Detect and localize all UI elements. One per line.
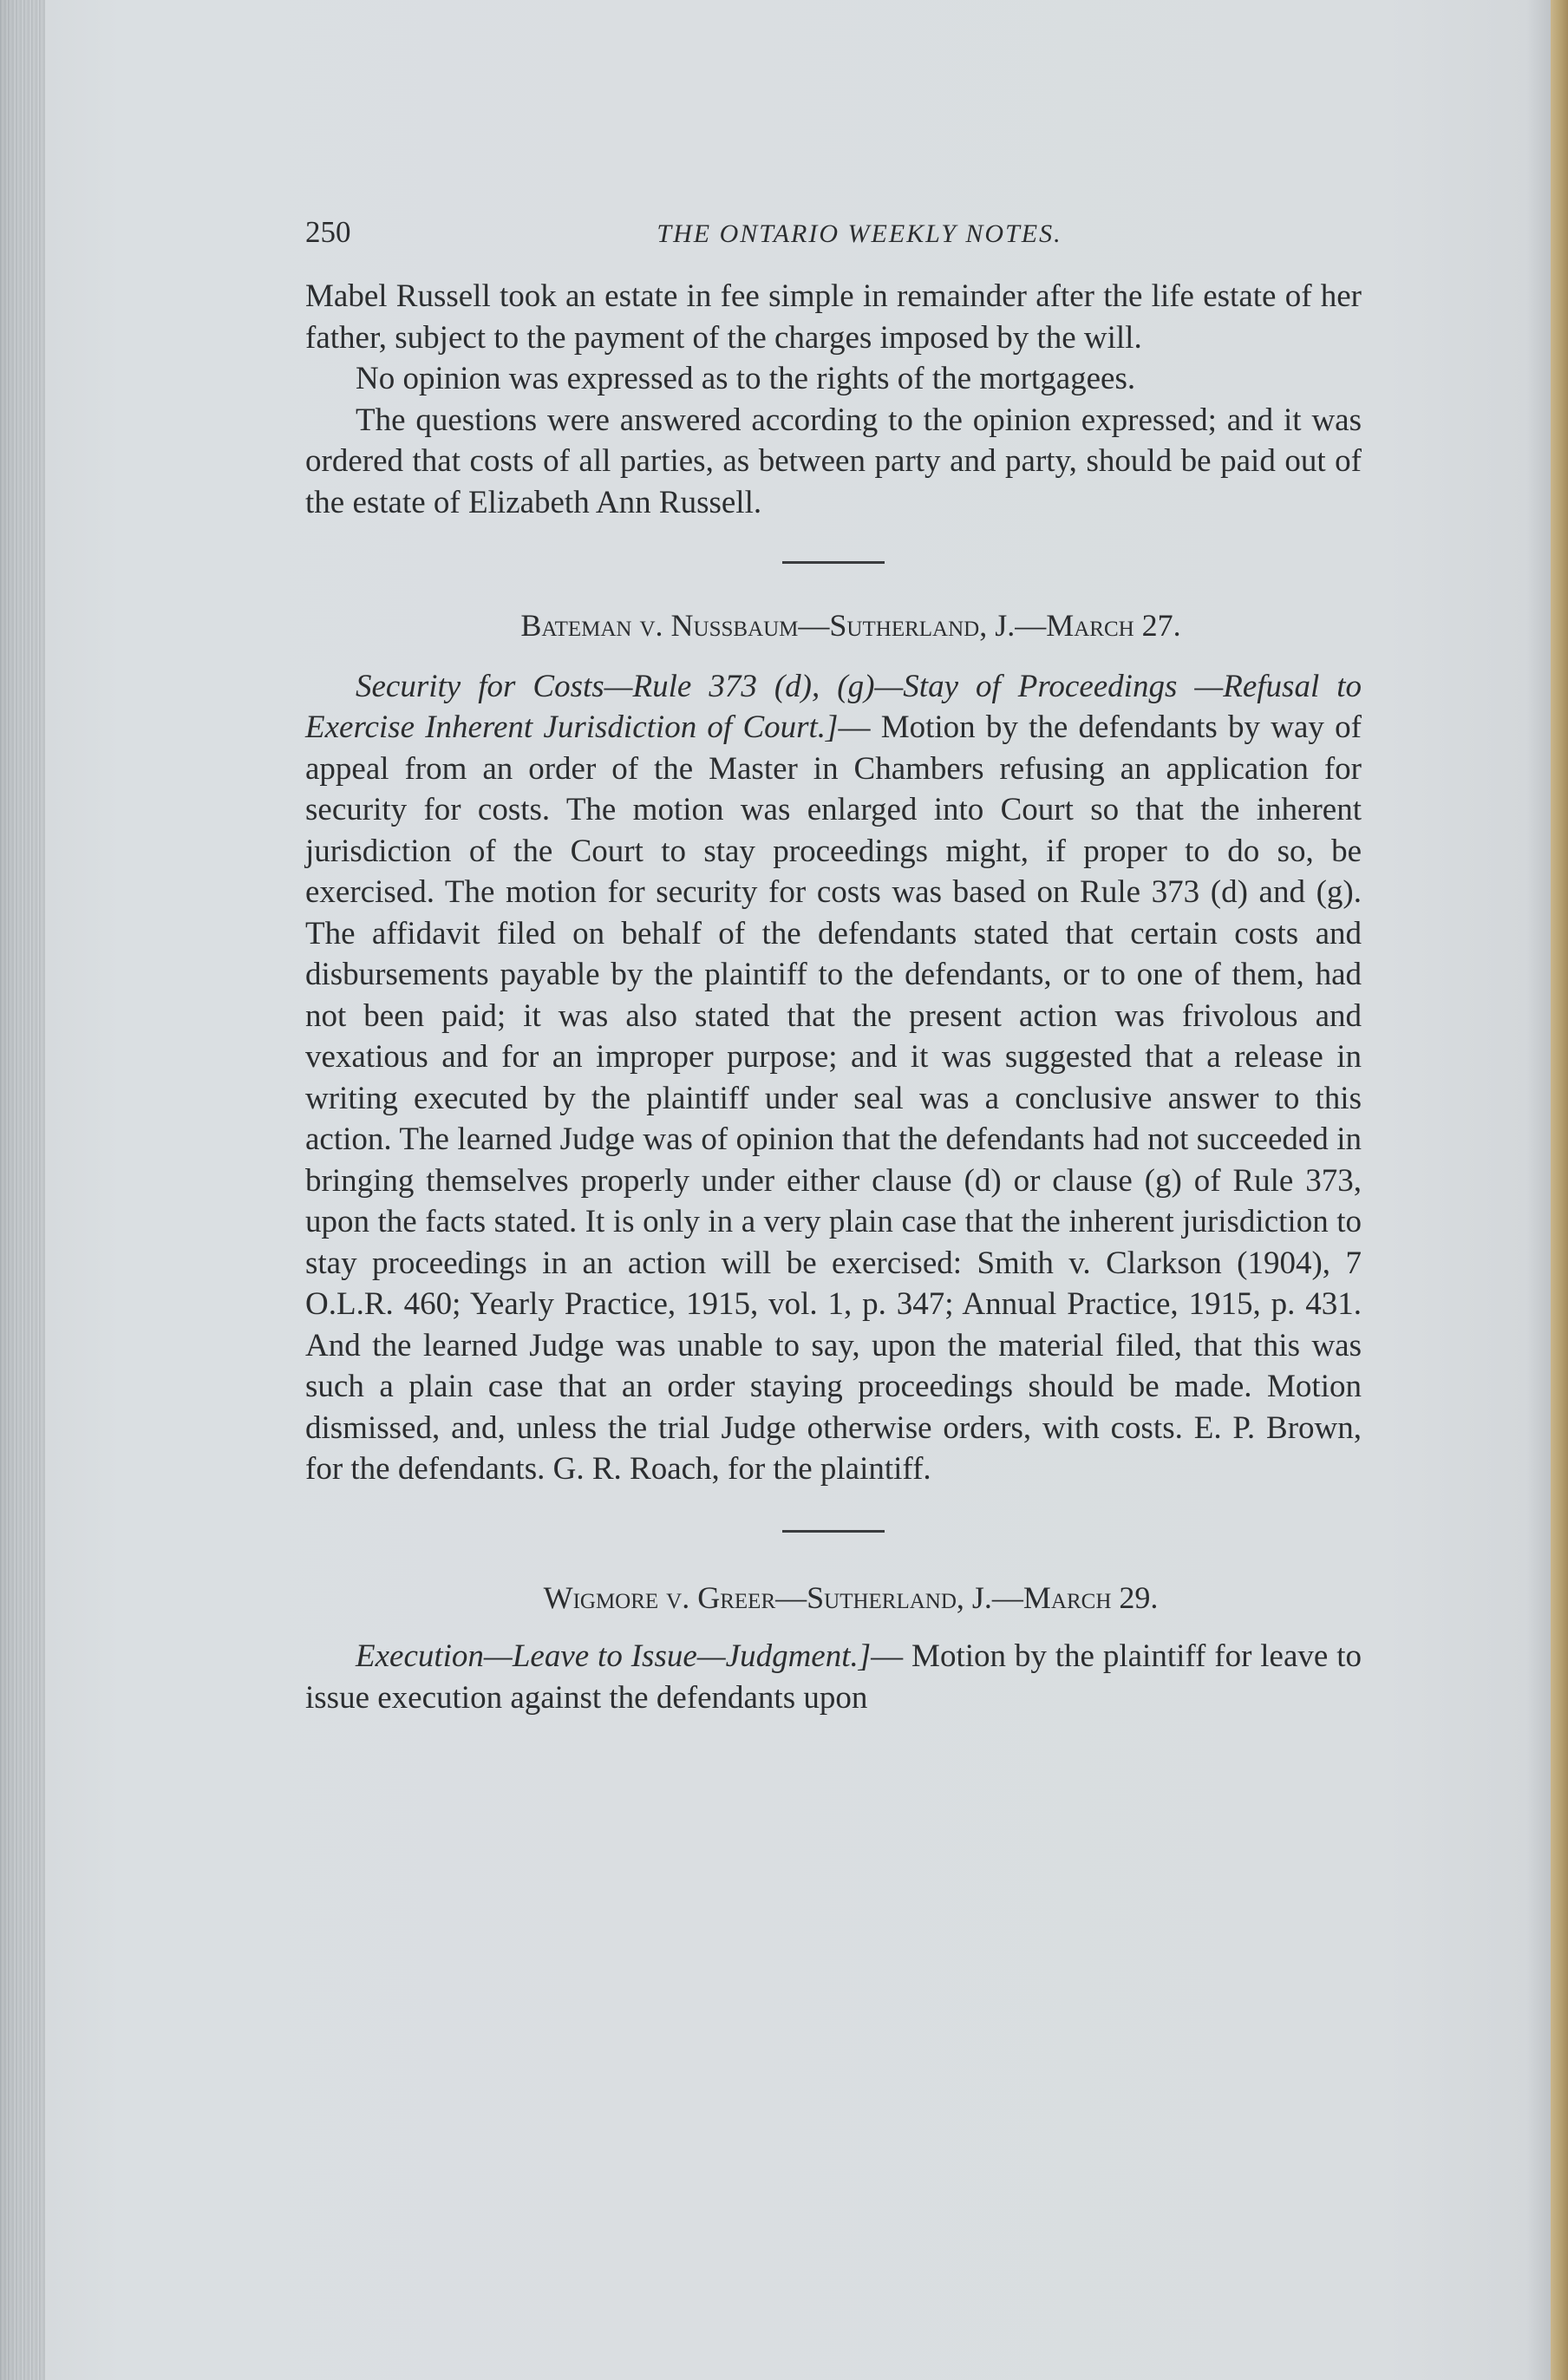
paragraph: No opinion was expressed as to the rights of the mortgagees. bbox=[356, 361, 1136, 396]
running-title: THE ONTARIO WEEKLY NOTES. bbox=[657, 219, 1062, 248]
paragraph: Mabel Russell took an estate in fee simple in remainder after the life estate of her father, subject to the payment of the charges imposed by the will. bbox=[305, 278, 1362, 356]
book-page bbox=[305, 212, 1362, 1718]
case-report bbox=[305, 1636, 1362, 1718]
page-number: 250 bbox=[305, 215, 351, 249]
case-body: — Motion by the plaintiff for leave to issue execution against the defendants upon bbox=[305, 1638, 1362, 1716]
book-binding-edge bbox=[0, 0, 45, 2380]
page-edge bbox=[1551, 0, 1568, 2380]
page-header bbox=[305, 212, 1362, 264]
paragraph: The questions were answered according to the opinion expressed; and it was ordered that costs of all parties, as between party and party, should be paid out of the estate of Elizabeth Ann Russell. bbox=[305, 402, 1362, 520]
case-heading: Wigmore v. Greer—Sutherland, J.—March 29. bbox=[543, 1579, 1159, 1615]
catchwords: Security for Costs—Rule 373 (d), (g)—Stay of Proceedings —Refusal to Exercise Inherent Jurisdiction of Court.] bbox=[305, 668, 1362, 745]
catchwords: Execution—Leave to Issue—Judgment.] bbox=[356, 1638, 872, 1674]
case-report bbox=[305, 666, 1362, 1490]
case-body: — Motion by the defendants by way of appeal from an order of the Master in Chambers refusing an application for security for costs. The motion was enlarged into Court so that the inherent jurisdiction of the Court to stay proceedings might, if proper to do so, be exercised. The motion for security for costs was based on Rule 373 (d) and (g). The affidavit filed on behalf of the defendants stated that certain costs and disbursements payable by the plaintiff to the defendants, or to one of them, had not been paid; it was also stated that the present action was frivolous and vexatious and for an improper purpose; and it was suggested that a release in writing executed by the plaintiff under seal was a conclusive answer to this action. The learned Judge was of opinion that the defendants had not succeeded in bringing themselves properly under either clause (d) or clause (g) of Rule 373, upon the facts stated. It is only in a very plain case that the inherent jurisdiction to stay proceedings in an action will be exercised: Smith v. Clarkson (1904), 7 O.L.R. 460; Yearly Practice, 1915, vol. 1, p. 347; Annual Practice, 1915, p. 431. And the learned Judge was unable to say, upon the material filed, that this was such a plain case that an order staying proceedings should be made. Motion dismissed, and, unless the trial Judge otherwise orders, with costs. E. P. Brown, for the defendants. G. R. Roach, for the plaintiff. bbox=[305, 709, 1362, 1487]
case-heading: Bateman v. Nussbaum—Sutherland, J.—March 27. bbox=[520, 608, 1181, 643]
